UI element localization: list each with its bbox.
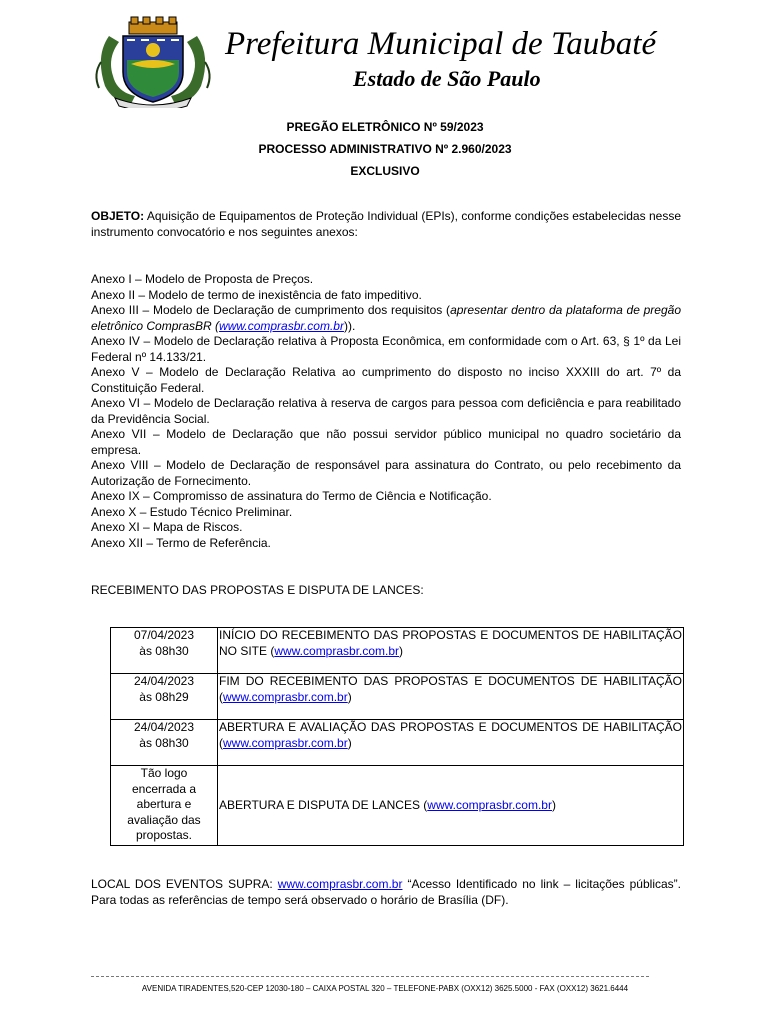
comprasbr-link[interactable]: www.comprasbr.com.br — [223, 735, 348, 750]
schedule-event-cell: ABERTURA E DISPUTA DE LANCES (www.comprasbr.com.br) — [218, 766, 684, 846]
schedule-date-cell: 24/04/2023 às 08h30 — [111, 720, 218, 766]
table-row — [111, 628, 684, 674]
annex-item: Anexo IV – Modelo de Declaração relativa à Proposta Econômica, em conformidade com o Art. 63, § 1º da Lei Federal nº 14.133/21. — [91, 334, 681, 364]
page-title: Prefeitura Municipal de Taubaté — [225, 26, 657, 62]
schedule-date-cell: 07/04/2023 às 08h30 — [111, 628, 218, 674]
footer-divider — [91, 976, 649, 977]
annex-item: Anexo VIII – Modelo de Declaração de responsável para assinatura do Contrato, ou pelo recebimento da Autorização de Fornecimento. — [91, 458, 681, 488]
annex-text: Anexo III – Modelo de Declaração de cumprimento dos requisitos ( — [91, 303, 451, 317]
heading-exclusivo: EXCLUSIVO — [350, 164, 420, 178]
annex-text: )). — [343, 318, 356, 333]
page-subtitle: Estado de São Paulo — [353, 66, 541, 91]
annex-item: Anexo V – Modelo de Declaração Relativa ao cumprimento do disposto no inciso XXXIII do art. 7º da Constituição Federal. — [91, 365, 681, 395]
heading-pregao: PREGÃO ELETRÔNICO Nº 59/2023 — [286, 120, 484, 134]
annex-item — [91, 303, 681, 334]
annex-item: Anexo XI – Mapa de Riscos. — [91, 520, 243, 534]
comprasbr-link[interactable]: www.comprasbr.com.br — [427, 797, 552, 812]
annex-item: Anexo VII – Modelo de Declaração que não possui servidor público municipal no quadro societário da empresa. — [91, 427, 681, 457]
comprasbr-link[interactable]: www.comprasbr.com.br — [219, 318, 344, 333]
heading-processo: PROCESSO ADMINISTRATIVO Nº 2.960/2023 — [258, 142, 512, 156]
table-row — [111, 766, 684, 846]
comprasbr-link[interactable]: www.comprasbr.com.br — [223, 689, 348, 704]
annex-item: Anexo I – Modelo de Proposta de Preços. — [91, 272, 314, 286]
local-paragraph: LOCAL DOS EVENTOS SUPRA: www.comprasbr.com.br “Acesso Identificado no link – licitações públicas”. Para todas as referências de tempo será observado o horário de Brasília (DF). — [91, 877, 681, 907]
table-row — [111, 674, 684, 720]
schedule-event-cell: FIM DO RECEBIMENTO DAS PROPOSTAS E DOCUMENTOS DE HABILITAÇÃO (www.comprasbr.com.br) — [218, 674, 684, 720]
annex-item: Anexo XII – Termo de Referência. — [91, 535, 271, 550]
coat-of-arms-seal — [91, 16, 215, 108]
schedule-event-cell: ABERTURA E AVALIAÇÃO DAS PROPOSTAS E DOCUMENTOS DE HABILITAÇÃO (www.comprasbr.com.br) — [218, 720, 684, 766]
comprasbr-link[interactable]: www.comprasbr.com.br — [274, 643, 400, 658]
annex-item: Anexo X – Estudo Técnico Preliminar. — [91, 504, 293, 519]
schedule-date-cell: 24/04/2023 às 08h29 — [111, 674, 218, 720]
comprasbr-link[interactable]: www.comprasbr.com.br — [277, 877, 403, 891]
objeto-paragraph — [91, 209, 681, 240]
annex-italic-text: apresentar dentro da plataforma de pregão eletrônico ComprasBR ( — [91, 303, 681, 333]
objeto-label: OBJETO: — [91, 209, 145, 223]
schedule-date-cell: Tão logo encerrada a abertura e avaliação das propostas. — [111, 766, 218, 846]
table-row — [111, 720, 684, 766]
section-title: RECEBIMENTO DAS PROPOSTAS E DISPUTA DE LANCES: — [91, 583, 424, 597]
annex-item: Anexo VI – Modelo de Declaração relativa à reserva de cargos para pessoa com deficiência e para reabilitado da Previdência Social. — [91, 396, 681, 426]
annex-item: Anexo IX – Compromisso de assinatura do Termo de Ciência e Notificação. — [91, 489, 492, 503]
schedule-event-cell: INÍCIO DO RECEBIMENTO DAS PROPOSTAS E DOCUMENTOS DE HABILITAÇÃO NO SITE (www.comprasbr.com.br) — [218, 628, 684, 674]
annex-list — [91, 272, 681, 551]
objeto-text: Aquisição de Equipamentos de Proteção Individual (EPIs), conforme condições estabelecidas nesse instrumento convocatório e nos seguintes anexos: — [91, 209, 681, 239]
annex-item: Anexo II – Modelo de termo de inexistência de fato impeditivo. — [91, 287, 422, 302]
schedule-table — [110, 627, 684, 846]
footer-address: AVENIDA TIRADENTES,520-CEP 12030-180 – CAIXA POSTAL 320 – TELEFONE-PABX (OXX12) 3625.5000 - FAX (OXX12) 3621.6444 — [141, 984, 629, 993]
